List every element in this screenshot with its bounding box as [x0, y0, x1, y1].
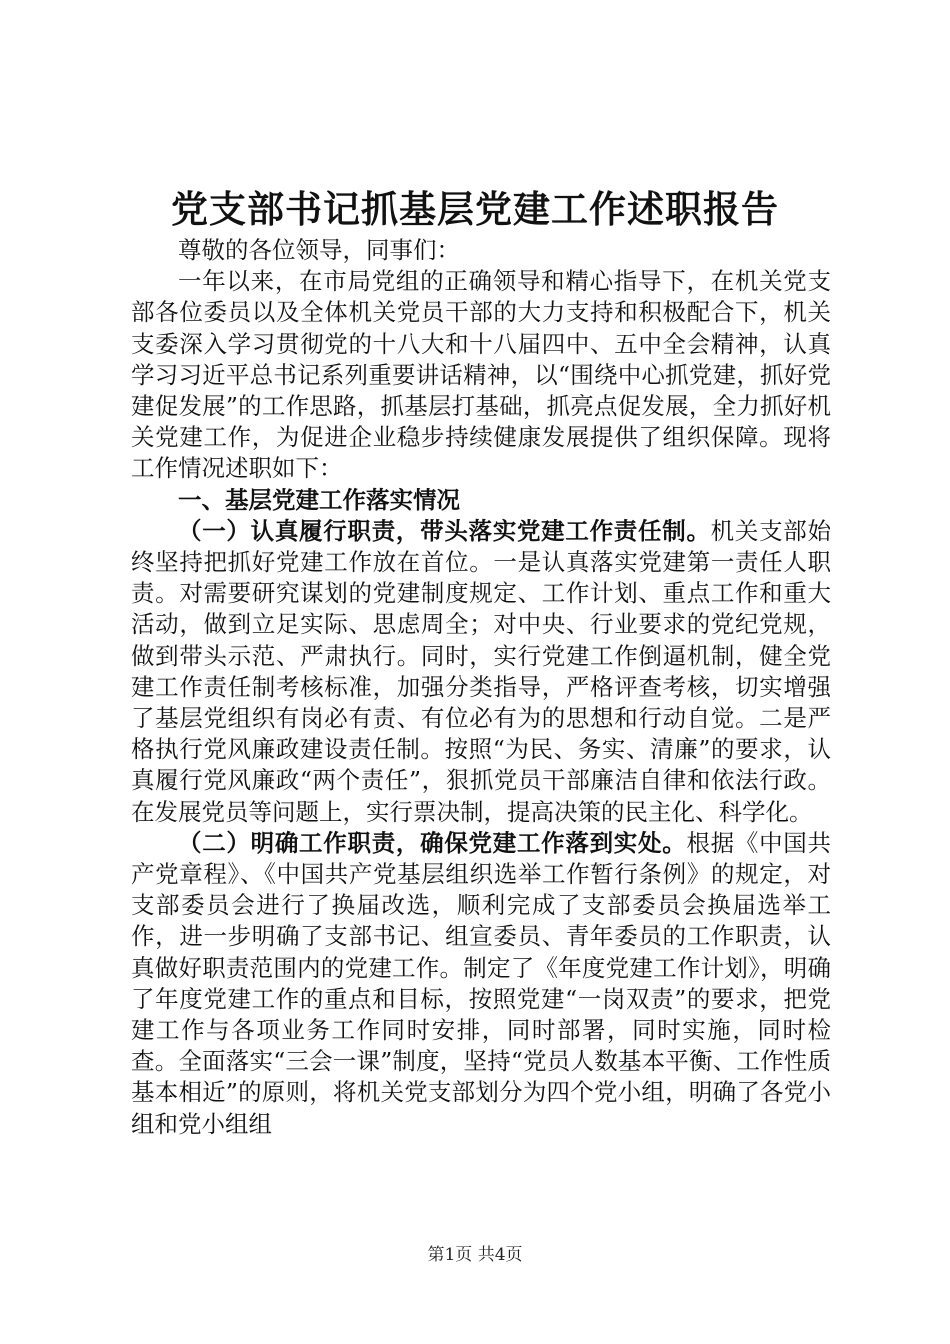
salutation: 尊敬的各位领导，同事们：: [178, 236, 460, 264]
section-heading: 一、基层党建工作落实情况: [178, 485, 460, 514]
subsection-2-paragraph: [131, 828, 831, 1140]
document-body: [131, 235, 831, 1140]
subsection-2-lead: （二）明确工作职责，确保党建工作落到实处。: [178, 828, 687, 857]
intro-paragraph: 一年以来，在市局党组的正确领导和精心指导下，在机关党支部各位委员以及全体机关党员干部的大力支持和积极配合下，机关支委深入学习贯彻党的十八大和十八届四中、五中全会精神，认真学习习近平总书记系列重要讲话精神，以“围绕中心抓党建，抓好党建促发展”的工作思路，抓基层打基础，抓亮点促发展，全力抓好机关党建工作，为促进企业稳步持续健康发展提供了组织保障。现将工作情况述职如下：: [131, 267, 831, 483]
subsection-1-lead: （一）认真履行职责，带头落实党建工作责任制。: [178, 516, 711, 545]
page-number-footer: 第1页 共4页: [427, 1245, 523, 1265]
document-title: 党支部书记抓基层党建工作述职报告: [171, 187, 779, 231]
subsection-2-body: 根据《中国共产党章程》、《中国共产党基层组织选举工作暂行条例》的规定，对支部委员会进行了换届改选，顺利完成了支部委员会换届选举工作，进一步明确了支部书记、组宣委员、青年委员的工作职责，认真做好职责范围内的党建工作。制定了《年度党建工作计划》，明确了年度党建工作的重点和目标，按照党建“一岗双责”的要求，把党建工作与各项业务工作同时安排，同时部署，同时实施，同时检查。全面落实“三会一课”制度，坚持“党员人数基本平衡、工作性质基本相近”的原则，将机关党支部划分为四个党小组，明确了各党小组和党小组组: [131, 828, 832, 1138]
subsection-1-paragraph: [131, 516, 831, 828]
subsection-1-body: 机关支部始终坚持把抓好党建工作放在首位。一是认真落实党建第一责任人职责。对需要研究谋划的党建制度规定、工作计划、重点工作和重大活动，做到立足实际、思虑周全；对中央、行业要求的党纪党规，做到带头示范、严肃执行。同时，实行党建工作倒逼机制，健全党建工作责任制考核标准，加强分类指导，严格评查考核，切实增强了基层党组织有岗必有责、有位必有为的思想和行动自觉。二是严格执行党风廉政建设责任制。按照“为民、务实、清廉”的要求，认真履行党风廉政“两个责任”，狠抓党员干部廉洁自律和依法行政。在发展党员等问题上，实行票决制，提高决策的民主化、科学化。: [131, 516, 832, 826]
